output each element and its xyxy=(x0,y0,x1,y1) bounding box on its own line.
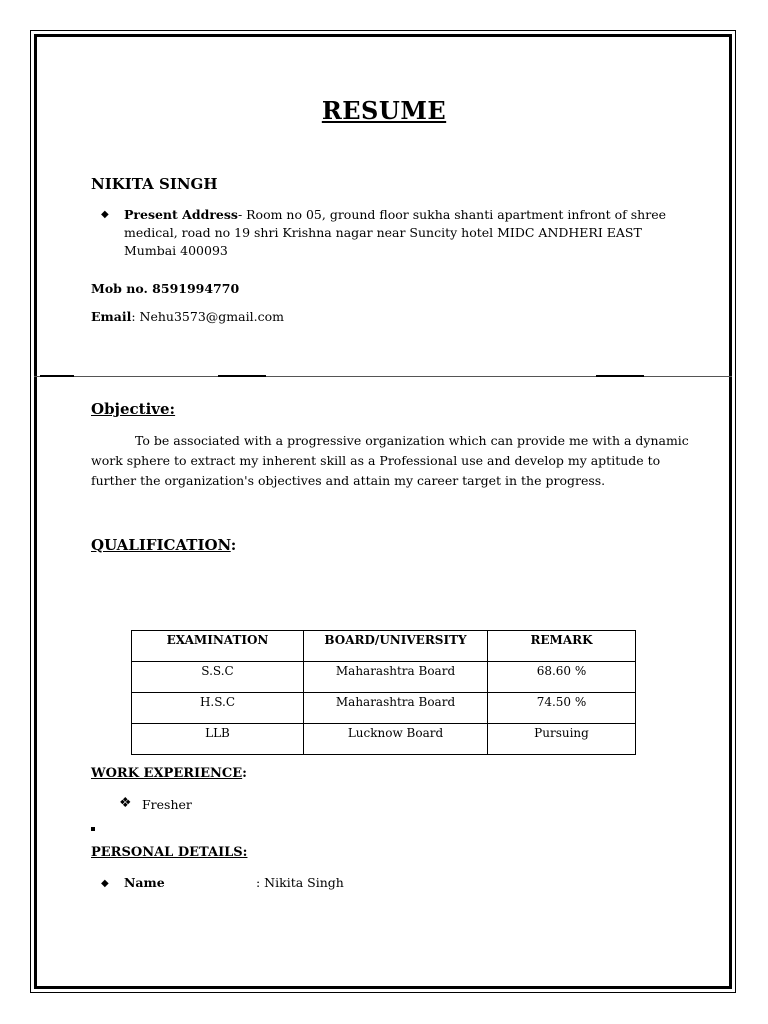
table-cell: Maharashtra Board xyxy=(304,693,488,724)
personal-name-value: : Nikita Singh xyxy=(256,875,344,890)
table-cell: 74.50 % xyxy=(488,693,636,724)
address-label: Present Address xyxy=(124,207,238,222)
diamond-bullet-icon: ◆ xyxy=(101,878,109,889)
candidate-name: NIKITA SINGH xyxy=(91,175,218,193)
table-cell: H.S.C xyxy=(132,693,304,724)
table-row xyxy=(132,724,636,755)
table-header: REMARK xyxy=(488,631,636,662)
diamond-bullet-icon: ◆ xyxy=(101,209,109,220)
stray-mark xyxy=(91,827,95,831)
qualification-heading-text: QUALIFICATION xyxy=(91,536,231,554)
work-experience-heading xyxy=(91,766,247,781)
table-cell: S.S.C xyxy=(132,662,304,693)
personal-details-heading: PERSONAL DETAILS: xyxy=(91,845,248,860)
address-text: - Room no 05, ground floor sukha shanti apartment infront of shree medical, road no 19 shri Krishna nagar near Suncity hotel MIDC ANDHERI EAST Mumbai 400093 xyxy=(124,207,667,258)
work-colon: : xyxy=(242,766,247,781)
table-row xyxy=(132,693,636,724)
objective-heading: Objective: xyxy=(91,400,176,418)
email-label: Email xyxy=(91,309,132,324)
table-cell: LLB xyxy=(132,724,304,755)
email-value: : Nehu3573@gmail.com xyxy=(131,309,284,324)
work-heading-text: WORK EXPERIENCE xyxy=(91,766,243,781)
present-address xyxy=(124,206,694,260)
objective-body: To be associated with a progressive organization which can provide me with a dynamic work sphere to extract my inherent skill as a Professional use and develop my aptitude to further the organization's objectives and attain my career target in the progress. xyxy=(91,433,689,488)
four-diamond-bullet-icon: ❖ xyxy=(119,795,132,811)
table-cell: 68.60 % xyxy=(488,662,636,693)
personal-name-label: Name xyxy=(124,875,165,890)
mobile-number: Mob no. 8591994770 xyxy=(91,281,240,296)
divider-segment xyxy=(596,375,644,377)
work-item: Fresher xyxy=(142,797,192,812)
table-header-row xyxy=(132,631,636,662)
qualification-table xyxy=(131,630,636,755)
objective-text xyxy=(91,431,691,491)
divider-segment xyxy=(40,375,74,377)
email-line xyxy=(91,309,284,324)
qualification-heading xyxy=(91,536,236,554)
qualification-colon: : xyxy=(230,536,237,554)
table-cell: Lucknow Board xyxy=(304,724,488,755)
table-cell: Maharashtra Board xyxy=(304,662,488,693)
table-header: EXAMINATION xyxy=(132,631,304,662)
resume-title: RESUME xyxy=(321,96,447,125)
divider-segment xyxy=(218,375,266,377)
table-cell: Pursuing xyxy=(488,724,636,755)
table-row xyxy=(132,662,636,693)
table-header: BOARD/UNIVERSITY xyxy=(304,631,488,662)
